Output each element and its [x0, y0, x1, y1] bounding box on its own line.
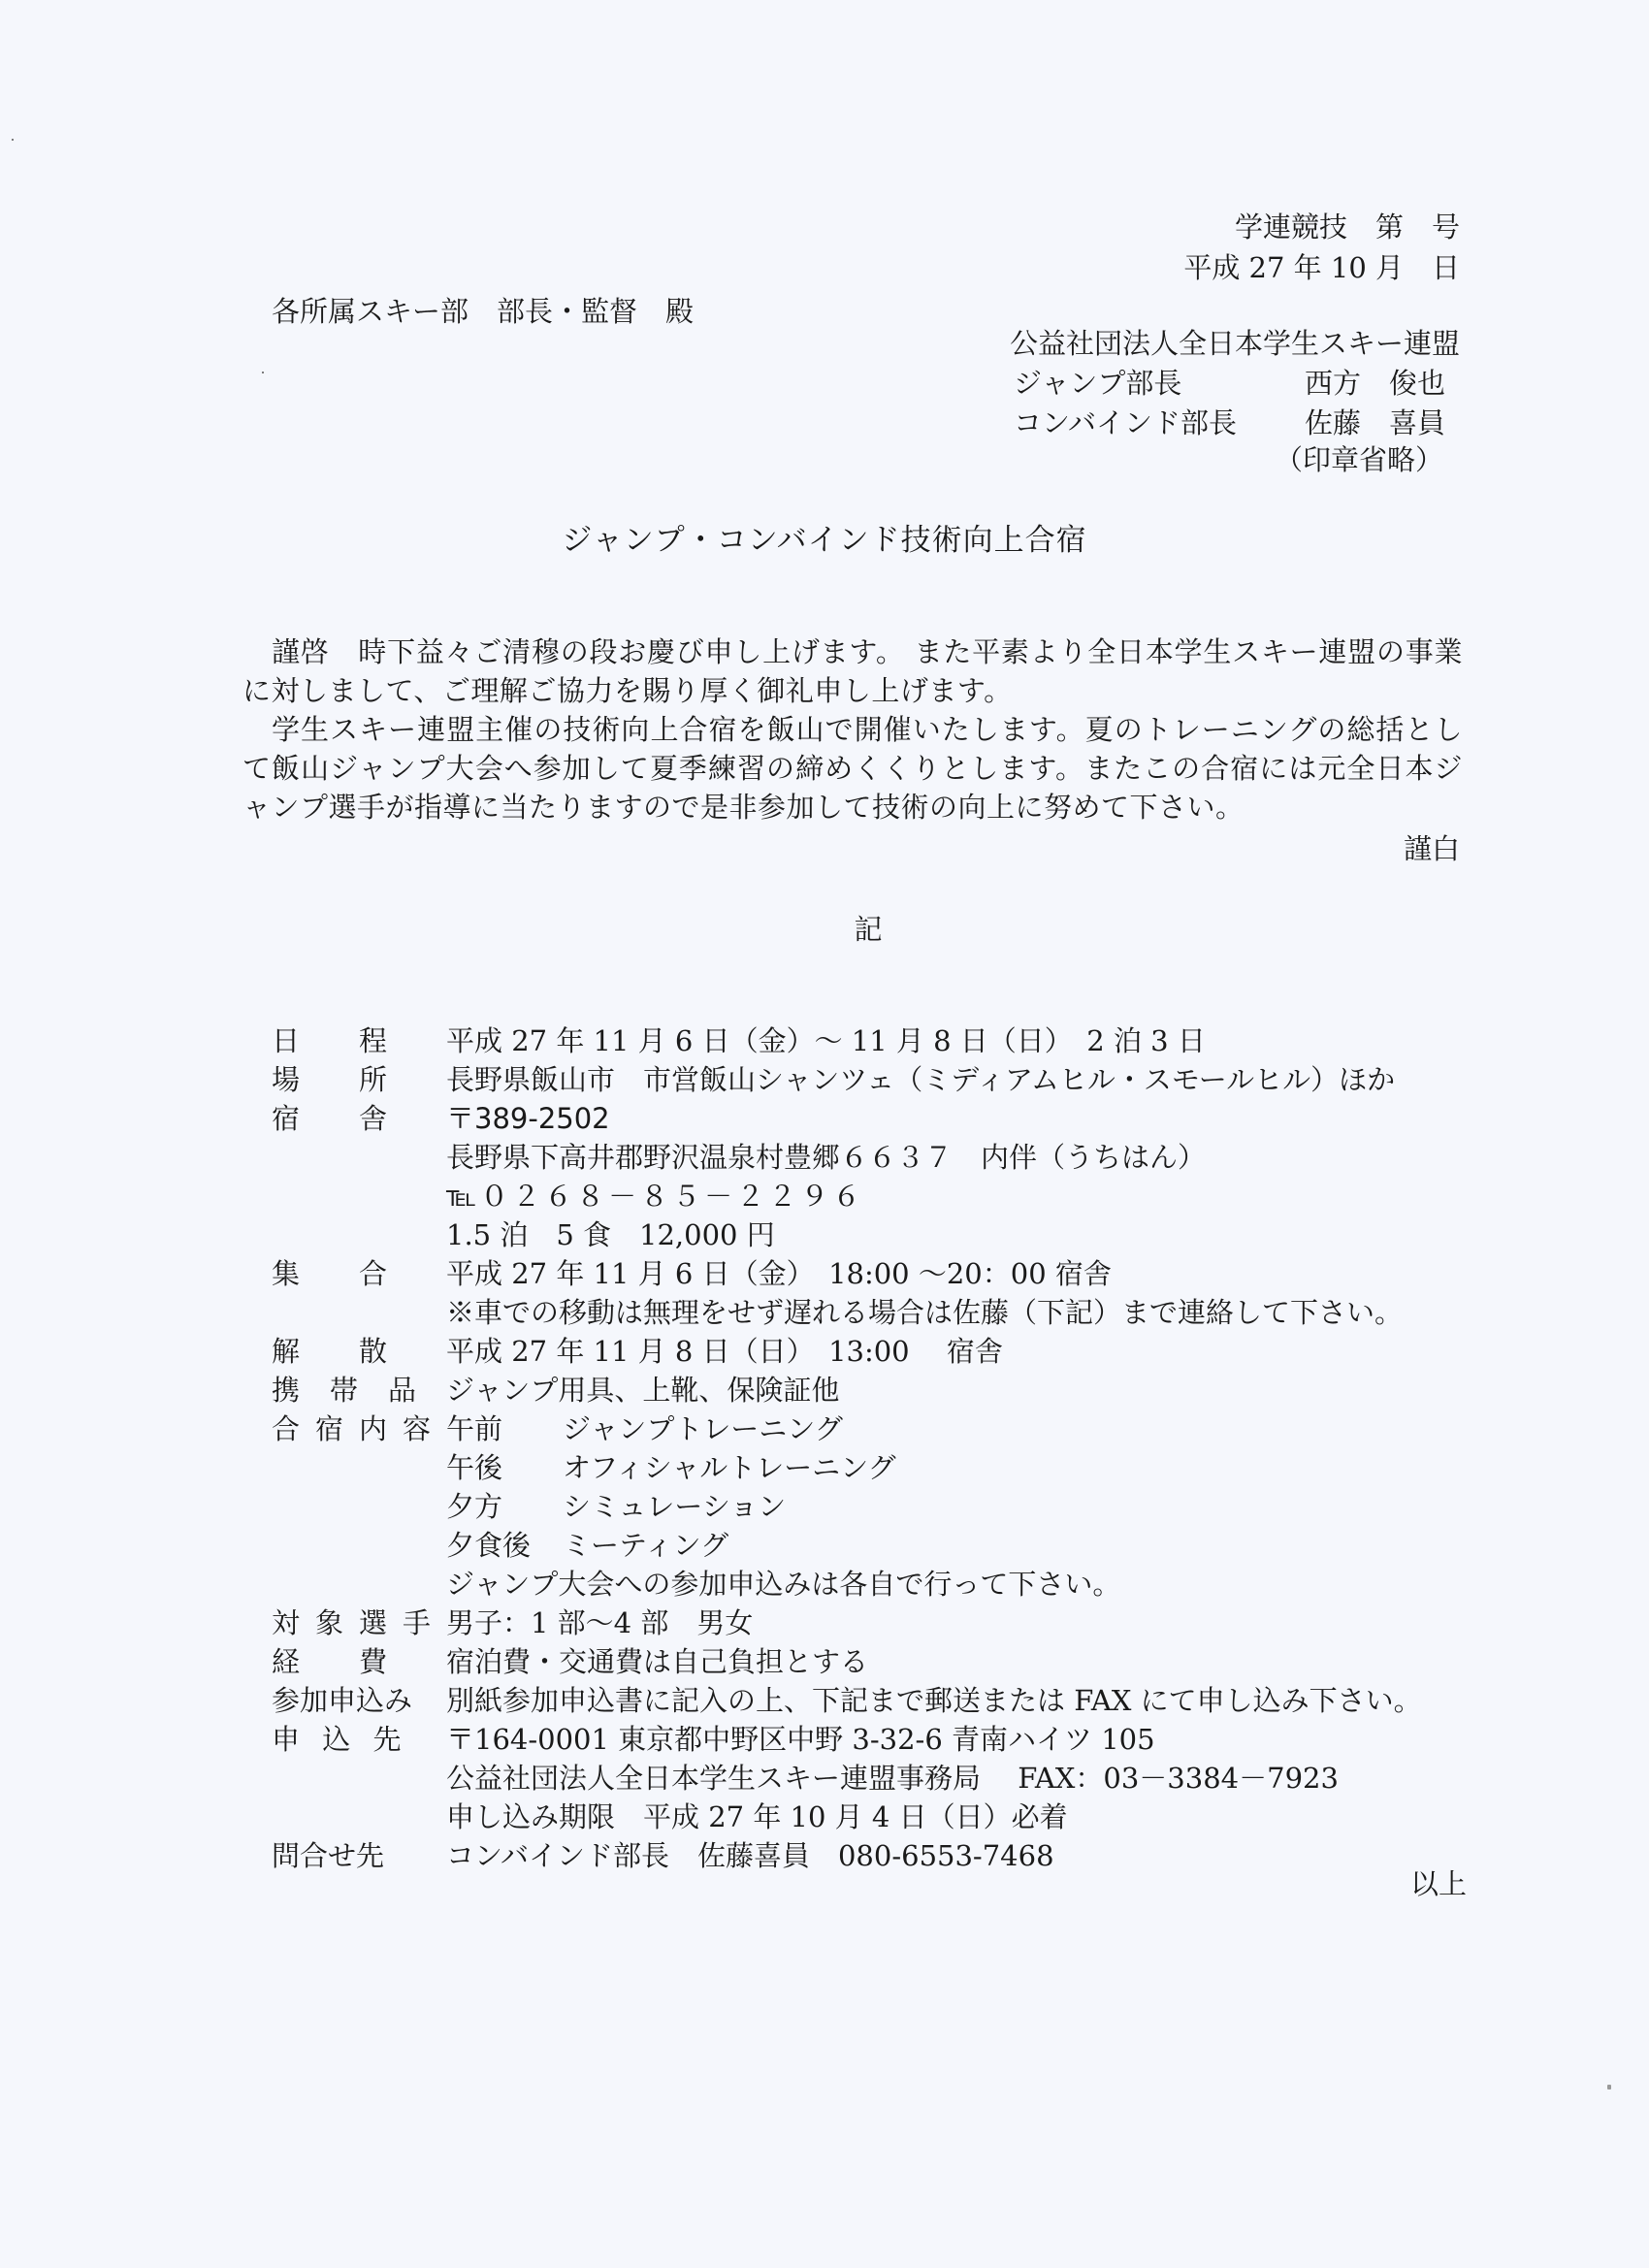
- sender-name: 佐藤 喜員: [1305, 406, 1446, 439]
- detail-value: 宿泊費・交通費は自己負担とする: [446, 1645, 869, 1678]
- detail-label: 参加申込み: [272, 1684, 413, 1717]
- ki-heading: 記: [854, 913, 883, 946]
- detail-lodging-price: [272, 1215, 1474, 1254]
- sender-jump-director: [1014, 364, 1460, 403]
- detail-label: 日 程: [272, 1024, 388, 1057]
- detail-value: 公益社団法人全日本学生スキー連盟事務局 FAX：03－3384－7923: [446, 1762, 1339, 1795]
- detail-label: 合 宿 内 容: [272, 1412, 432, 1445]
- greeting-paragraph: 謹啓 時下益々ご清穆の段お慶び申し上げます。 また平素より全日本学生スキー連盟の事業に対しまして、ご理解ご協力を賜り厚く御礼申し上げます。: [242, 635, 1463, 707]
- document-number: 学連競技 第 号: [1234, 211, 1460, 243]
- end-mark: 以上: [1409, 1867, 1467, 1900]
- detail-lodging-address: [272, 1138, 1474, 1177]
- detail-content-item: [272, 1526, 1474, 1565]
- detail-label: 携 帯 品: [272, 1374, 417, 1407]
- detail-content-note: [272, 1565, 1474, 1604]
- sender-role: ジャンプ部長: [1014, 367, 1182, 400]
- detail-value: ℡０２６８－８５－２２９６: [446, 1180, 865, 1213]
- detail-gathering: [272, 1254, 1474, 1293]
- detail-place: [272, 1060, 1474, 1099]
- detail-label: 解 散: [272, 1335, 388, 1368]
- detail-lodging-phone: [272, 1177, 1474, 1215]
- detail-apply-deadline: [272, 1798, 1474, 1836]
- addressee: 各所属スキー部 部長・監督 殿: [272, 295, 695, 328]
- detail-schedule: [272, 1021, 1474, 1060]
- document-title: ジャンプ・コンバインド技術向上合宿: [562, 523, 1087, 558]
- detail-value: 別紙参加申込書に記入の上、下記まで郵送または FAX にて申し込み下さい。: [446, 1684, 1422, 1717]
- detail-content-item: [272, 1448, 1474, 1487]
- detail-label: 問合せ先: [272, 1839, 385, 1872]
- sender-combined-director: [1014, 404, 1460, 442]
- closing-word: 謹白: [1403, 832, 1460, 865]
- details-list: [272, 1021, 1474, 1875]
- scan-speck: [12, 139, 14, 141]
- document-date: 平成 27 年 10 月 日: [1183, 251, 1460, 284]
- sender-organization: 公益社団法人全日本学生スキー連盟: [1009, 327, 1460, 360]
- detail-value: コンバインド部長 佐藤喜員 080-6553-7468: [446, 1839, 1054, 1872]
- detail-dismissal: [272, 1332, 1474, 1371]
- detail-lodging: [272, 1099, 1474, 1138]
- detail-apply-to: [272, 1720, 1474, 1759]
- detail-value: ジャンプ大会への参加申込みは各自で行って下さい。: [446, 1568, 1121, 1601]
- detail-value: 平成 27 年 11 月 6 日（金）～ 11 月 8 日（日） 2 泊 3 日: [446, 1024, 1206, 1057]
- detail-value: 夕方 シミュレーション: [446, 1490, 787, 1523]
- sender-role: コンバインド部長: [1014, 406, 1237, 439]
- detail-value: ※車での移動は無理をせず遅れる場合は佐藤（下記）まで連絡して下さい。: [446, 1296, 1404, 1329]
- detail-value: 平成 27 年 11 月 6 日（金） 18:00 ～20：00 宿舎: [446, 1257, 1112, 1290]
- detail-application: [272, 1681, 1474, 1720]
- detail-eligible: [272, 1604, 1474, 1642]
- detail-value: 男子：1 部～4 部 男女: [446, 1606, 754, 1639]
- detail-value: 長野県下高井郡野沢温泉村豊郷６６３７ 内伴（うちはん）: [446, 1141, 1207, 1174]
- detail-belongings: [272, 1371, 1474, 1409]
- detail-content-item: [272, 1487, 1474, 1526]
- detail-value: 午後 オフィシャルトレーニング: [446, 1451, 896, 1484]
- scan-speck: [262, 372, 264, 373]
- detail-value: 午前 ジャンプトレーニング: [446, 1412, 843, 1445]
- seal-omitted-note: （印章省略）: [1274, 443, 1443, 476]
- detail-label: 対 象 選 手: [272, 1606, 432, 1639]
- detail-contact: [272, 1836, 1474, 1875]
- detail-label: 宿 舎: [272, 1102, 388, 1135]
- sender-name: 西方 俊也: [1305, 367, 1446, 400]
- detail-value: 長野県飯山市 市営飯山シャンツェ（ミディアムヒル・スモールヒル）ほか: [446, 1063, 1396, 1096]
- body-text: [242, 632, 1463, 826]
- detail-gathering-note: [272, 1293, 1474, 1332]
- detail-expenses: [272, 1642, 1474, 1681]
- detail-value: 平成 27 年 11 月 8 日（日） 13:00 宿舎: [446, 1335, 1003, 1368]
- detail-label: 場 所: [272, 1063, 388, 1096]
- detail-value: 夕食後 ミーティング: [446, 1529, 729, 1562]
- detail-value: 1.5 泊 5 食 12,000 円: [446, 1218, 775, 1251]
- detail-value: 〒389-2502: [446, 1102, 610, 1135]
- detail-apply-to-office: [272, 1759, 1474, 1798]
- detail-value: 申し込み期限 平成 27 年 10 月 4 日（日）必着: [446, 1800, 1068, 1833]
- detail-value: ジャンプ用具、上靴、保険証他: [446, 1374, 840, 1407]
- main-paragraph: 学生スキー連盟主催の技術向上合宿を飯山で開催いたします。夏のトレーニングの総括として飯山ジャンプ大会へ参加して夏季練習の締めくくりとします。またこの合宿には元全日本ジャンプ選手が指導に当たりますので是非参加して技術の向上に努めて下さい。: [242, 713, 1463, 824]
- detail-label: 経 費: [272, 1645, 388, 1678]
- detail-content: [272, 1409, 1474, 1448]
- scan-speck: [1607, 2085, 1611, 2090]
- detail-label: 集 合: [272, 1257, 388, 1290]
- detail-label: 申 込 先: [272, 1723, 402, 1756]
- detail-value: 〒164-0001 東京都中野区中野 3-32-6 青南ハイツ 105: [446, 1723, 1155, 1756]
